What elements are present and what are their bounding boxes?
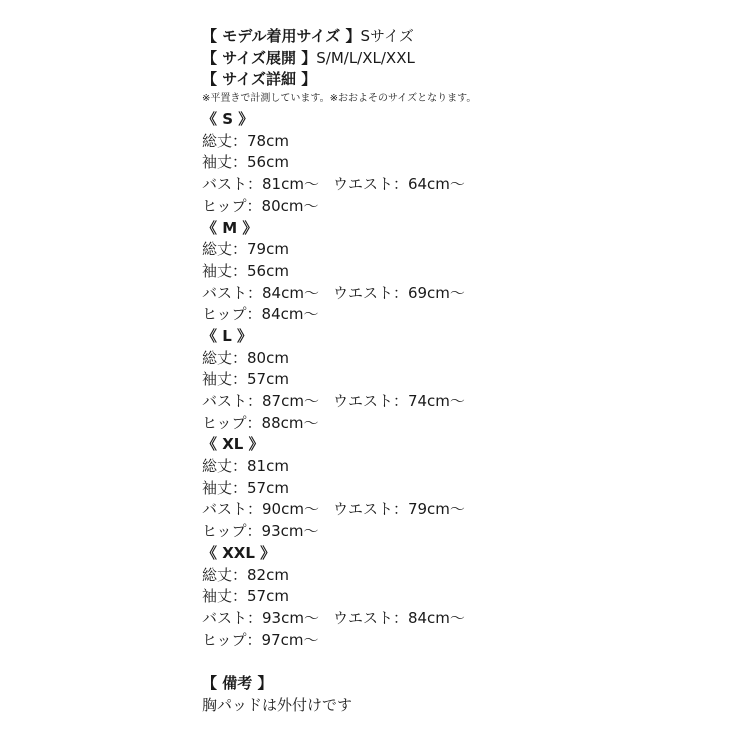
waist: ウエスト：64cm～ xyxy=(332,175,465,194)
bust-waist-row xyxy=(202,283,722,305)
total-length: 総丈：81cm xyxy=(202,457,289,476)
remarks-text: 胸パッドは外付けです xyxy=(202,695,353,714)
sleeve-length: 袖丈：57cm xyxy=(202,587,289,606)
waist: ウエスト：79cm～ xyxy=(332,500,465,519)
total-length: 総丈：78cm xyxy=(202,131,289,150)
sleeve-length: 袖丈：56cm xyxy=(202,153,289,172)
model-size-label: 【 モデル着用サイズ 】 xyxy=(202,27,361,45)
size-block-xxl xyxy=(202,543,722,651)
waist: ウエスト：69cm～ xyxy=(332,283,465,302)
bust-waist-row xyxy=(202,499,722,521)
total-length: 総丈：79cm xyxy=(202,240,289,259)
model-size-value: Sサイズ xyxy=(360,27,414,45)
size-range-value: S/M/L/XL/XXL xyxy=(316,48,415,67)
measurement-note: ※平置きで計測しています。※おおよそのサイズとなります。 xyxy=(202,93,477,105)
hip: ヒップ：84cm～ xyxy=(202,305,319,324)
size-range-row xyxy=(202,48,722,70)
bust: バスト：84cm～ xyxy=(202,283,319,302)
size-heading: 《 L 》 xyxy=(202,326,253,345)
size-heading: 《 M 》 xyxy=(202,218,258,237)
bust: バスト：90cm～ xyxy=(202,500,319,519)
bust-waist-row xyxy=(202,391,722,413)
bust-waist-row xyxy=(202,608,722,630)
sleeve-length: 袖丈：56cm xyxy=(202,261,289,280)
size-block-l xyxy=(202,326,722,434)
size-block-xl xyxy=(202,434,722,542)
size-heading: 《 S 》 xyxy=(202,110,254,129)
waist: ウエスト：84cm～ xyxy=(332,608,465,627)
remarks-label: 【 備考 】 xyxy=(202,673,273,692)
sleeve-length: 袖丈：57cm xyxy=(202,370,289,389)
bust: バスト：93cm～ xyxy=(202,608,319,627)
hip: ヒップ：80cm～ xyxy=(202,196,319,215)
size-range-label: 【 サイズ展開 】 xyxy=(202,48,317,67)
bust-waist-row xyxy=(202,174,722,196)
hip: ヒップ：97cm～ xyxy=(202,630,319,649)
total-length: 総丈：82cm xyxy=(202,565,289,584)
size-heading: 《 XXL 》 xyxy=(202,543,276,562)
total-length: 総丈：80cm xyxy=(202,348,289,367)
model-size-row xyxy=(202,26,722,48)
waist: ウエスト：74cm～ xyxy=(332,392,465,410)
bust: バスト：87cm～ xyxy=(202,392,319,410)
size-block-m xyxy=(202,218,722,326)
size-detail-label: 【 サイズ詳細 】 xyxy=(202,70,317,89)
section-gap xyxy=(202,651,722,673)
sleeve-length: 袖丈：57cm xyxy=(202,478,289,497)
bust: バスト：81cm～ xyxy=(202,175,319,194)
hip: ヒップ：93cm～ xyxy=(202,522,319,541)
size-block-s xyxy=(202,109,722,217)
size-heading: 《 XL 》 xyxy=(202,435,264,454)
size-spec-sheet xyxy=(202,26,722,716)
hip: ヒップ：88cm～ xyxy=(202,413,319,432)
